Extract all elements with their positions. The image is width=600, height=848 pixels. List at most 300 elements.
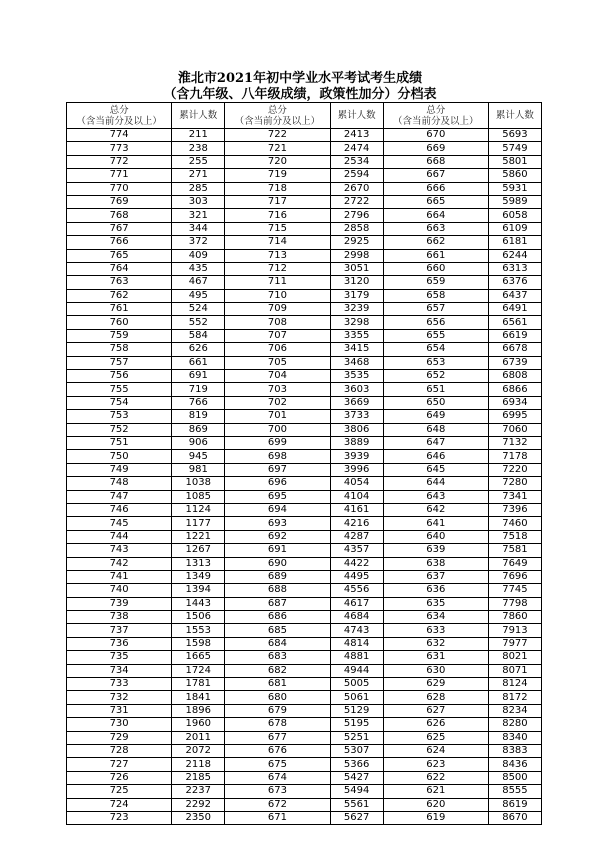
- table-row: [67, 664, 542, 677]
- score-cell: 762: [67, 289, 172, 302]
- score-cell: 684: [225, 637, 330, 650]
- table-row: [67, 169, 542, 182]
- score-header-line2: （含当前分及以上）: [234, 115, 321, 127]
- cumulative-count-cell: 4104: [330, 490, 383, 503]
- table-row: [67, 289, 542, 302]
- cumulative-count-cell: 8619: [488, 798, 541, 811]
- cumulative-count-cell: 6437: [488, 289, 541, 302]
- cumulative-count-cell: 2594: [330, 169, 383, 182]
- cumulative-count-cell: 524: [172, 303, 225, 316]
- cumulative-count-cell: 8280: [488, 718, 541, 731]
- score-cell: 632: [383, 637, 488, 650]
- score-cell: 695: [225, 490, 330, 503]
- cumulative-count-cell: 3889: [330, 436, 383, 449]
- cumulative-count-cell: 7341: [488, 490, 541, 503]
- cumulative-count-cell: 1313: [172, 557, 225, 570]
- cumulative-count-cell: 3239: [330, 303, 383, 316]
- score-cell: 752: [67, 423, 172, 436]
- score-cell: 670: [383, 129, 488, 142]
- score-cell: 732: [67, 691, 172, 704]
- table-body: [67, 129, 542, 825]
- cumulative-count-cell: 2413: [330, 129, 383, 142]
- cumulative-count-cell: 4881: [330, 651, 383, 664]
- score-cell: 735: [67, 651, 172, 664]
- table-row: [67, 490, 542, 503]
- score-cell: 656: [383, 316, 488, 329]
- cumulative-count-cell: 2185: [172, 771, 225, 784]
- score-cell: 722: [225, 129, 330, 142]
- score-cell: 733: [67, 678, 172, 691]
- cumulative-count-cell: 3939: [330, 450, 383, 463]
- score-cell: 677: [225, 731, 330, 744]
- score-cell: 653: [383, 356, 488, 369]
- cumulative-count-cell: 4054: [330, 477, 383, 490]
- cumulative-count-cell: 2998: [330, 249, 383, 262]
- table-row: [67, 209, 542, 222]
- cumulative-count-cell: 5005: [330, 678, 383, 691]
- table-header: [67, 103, 542, 129]
- score-cell: 760: [67, 316, 172, 329]
- table-row: [67, 718, 542, 731]
- cumulative-count-cell: 211: [172, 129, 225, 142]
- score-cell: 702: [225, 396, 330, 409]
- cumulative-count-cell: 6313: [488, 262, 541, 275]
- score-cell: 645: [383, 463, 488, 476]
- table-row: [67, 771, 542, 784]
- score-column-header: [67, 103, 172, 129]
- score-cell: 668: [383, 155, 488, 168]
- cumulative-count-cell: 4422: [330, 557, 383, 570]
- cumulative-count-cell: 495: [172, 289, 225, 302]
- cumulative-count-cell: 6619: [488, 329, 541, 342]
- score-cell: 699: [225, 436, 330, 449]
- cumulative-count-cell: 7518: [488, 530, 541, 543]
- score-cell: 625: [383, 731, 488, 744]
- cumulative-count-cell: 8436: [488, 758, 541, 771]
- score-cell: 679: [225, 704, 330, 717]
- table-row: [67, 544, 542, 557]
- score-cell: 648: [383, 423, 488, 436]
- cumulative-count-cell: 5307: [330, 744, 383, 757]
- cumulative-count-cell: 906: [172, 436, 225, 449]
- score-cell: 642: [383, 503, 488, 516]
- score-cell: 721: [225, 142, 330, 155]
- table-row: [67, 798, 542, 811]
- cumulative-count-cell: 321: [172, 209, 225, 222]
- score-cell: 662: [383, 236, 488, 249]
- cumulative-count-cell: 7860: [488, 611, 541, 624]
- score-cell: 682: [225, 664, 330, 677]
- score-cell: 716: [225, 209, 330, 222]
- cumulative-count-cell: 6995: [488, 410, 541, 423]
- cumulative-count-cell: 1506: [172, 611, 225, 624]
- table-row: [67, 811, 542, 824]
- score-cell: 772: [67, 155, 172, 168]
- score-cell: 712: [225, 262, 330, 275]
- score-cell: 692: [225, 530, 330, 543]
- cumulative-count-cell: 8500: [488, 771, 541, 784]
- cumulative-count-cell: 945: [172, 450, 225, 463]
- score-cell: 650: [383, 396, 488, 409]
- score-cell: 663: [383, 222, 488, 235]
- score-cell: 759: [67, 329, 172, 342]
- table-row: [67, 584, 542, 597]
- score-cell: 652: [383, 370, 488, 383]
- score-cell: 757: [67, 356, 172, 369]
- cumulative-count-cell: 8234: [488, 704, 541, 717]
- score-cell: 758: [67, 343, 172, 356]
- cumulative-count-cell: 6376: [488, 276, 541, 289]
- table-row: [67, 303, 542, 316]
- cumulative-count-cell: 1598: [172, 637, 225, 650]
- table-row: [67, 276, 542, 289]
- cumulative-count-cell: 552: [172, 316, 225, 329]
- cumulative-count-cell: 255: [172, 155, 225, 168]
- cumulative-count-cell: 2670: [330, 182, 383, 195]
- cumulative-count-cell: 4617: [330, 597, 383, 610]
- cumulative-count-cell: 1896: [172, 704, 225, 717]
- score-cell: 729: [67, 731, 172, 744]
- cumulative-count-cell: 7913: [488, 624, 541, 637]
- document-title-line2: （含九年级、八年级成绩，政策性加分）分档表: [163, 87, 437, 102]
- cumulative-count-cell: 6181: [488, 236, 541, 249]
- cumulative-count-cell: 2925: [330, 236, 383, 249]
- cumulative-count-cell: 1085: [172, 490, 225, 503]
- cumulative-count-cell: 4684: [330, 611, 383, 624]
- score-cell: 678: [225, 718, 330, 731]
- cumulative-count-cell: 5061: [330, 691, 383, 704]
- score-cell: 771: [67, 169, 172, 182]
- count-column-header: 累计人数: [172, 103, 225, 129]
- score-cell: 654: [383, 343, 488, 356]
- cumulative-count-cell: 8555: [488, 785, 541, 798]
- score-cell: 644: [383, 477, 488, 490]
- score-cell: 755: [67, 383, 172, 396]
- cumulative-count-cell: 626: [172, 343, 225, 356]
- score-column-header: [225, 103, 330, 129]
- cumulative-count-cell: 7696: [488, 570, 541, 583]
- score-cell: 655: [383, 329, 488, 342]
- table-row: [67, 383, 542, 396]
- score-cell: 763: [67, 276, 172, 289]
- cumulative-count-cell: 4161: [330, 503, 383, 516]
- score-cell: 727: [67, 758, 172, 771]
- cumulative-count-cell: 2474: [330, 142, 383, 155]
- cumulative-count-cell: 1038: [172, 477, 225, 490]
- score-cell: 631: [383, 651, 488, 664]
- score-cell: 711: [225, 276, 330, 289]
- score-cell: 671: [225, 811, 330, 824]
- cumulative-count-cell: 5129: [330, 704, 383, 717]
- score-cell: 690: [225, 557, 330, 570]
- score-cell: 753: [67, 410, 172, 423]
- cumulative-count-cell: 1724: [172, 664, 225, 677]
- cumulative-count-cell: 1124: [172, 503, 225, 516]
- score-cell: 620: [383, 798, 488, 811]
- cumulative-count-cell: 409: [172, 249, 225, 262]
- score-cell: 745: [67, 517, 172, 530]
- cumulative-count-cell: 4944: [330, 664, 383, 677]
- score-cell: 743: [67, 544, 172, 557]
- score-cell: 633: [383, 624, 488, 637]
- table-row: [67, 370, 542, 383]
- score-cell: 725: [67, 785, 172, 798]
- table-row: [67, 651, 542, 664]
- score-cell: 748: [67, 477, 172, 490]
- table-row: [67, 410, 542, 423]
- cumulative-count-cell: 981: [172, 463, 225, 476]
- cumulative-count-cell: 8124: [488, 678, 541, 691]
- cumulative-count-cell: 3603: [330, 383, 383, 396]
- cumulative-count-cell: 4814: [330, 637, 383, 650]
- score-cell: 696: [225, 477, 330, 490]
- score-cell: 640: [383, 530, 488, 543]
- cumulative-count-cell: 6109: [488, 222, 541, 235]
- table-row: [67, 731, 542, 744]
- cumulative-count-cell: 2118: [172, 758, 225, 771]
- score-cell: 723: [67, 811, 172, 824]
- cumulative-count-cell: 7060: [488, 423, 541, 436]
- score-cell: 718: [225, 182, 330, 195]
- cumulative-count-cell: 4287: [330, 530, 383, 543]
- score-cell: 770: [67, 182, 172, 195]
- table-row: [67, 423, 542, 436]
- cumulative-count-cell: 3415: [330, 343, 383, 356]
- score-cell: 705: [225, 356, 330, 369]
- cumulative-count-cell: 661: [172, 356, 225, 369]
- score-cell: 675: [225, 758, 330, 771]
- score-cell: 643: [383, 490, 488, 503]
- table-row: [67, 396, 542, 409]
- score-cell: 767: [67, 222, 172, 235]
- cumulative-count-cell: 2350: [172, 811, 225, 824]
- score-cell: 761: [67, 303, 172, 316]
- score-cell: 624: [383, 744, 488, 757]
- score-cell: 773: [67, 142, 172, 155]
- cumulative-count-cell: 766: [172, 396, 225, 409]
- score-cell: 754: [67, 396, 172, 409]
- score-cell: 740: [67, 584, 172, 597]
- score-distribution-table: [66, 102, 542, 825]
- score-cell: 741: [67, 570, 172, 583]
- cumulative-count-cell: 6244: [488, 249, 541, 262]
- cumulative-count-cell: 691: [172, 370, 225, 383]
- table-row: [67, 758, 542, 771]
- score-cell: 769: [67, 195, 172, 208]
- score-cell: 685: [225, 624, 330, 637]
- cumulative-count-cell: 6678: [488, 343, 541, 356]
- score-cell: 744: [67, 530, 172, 543]
- cumulative-count-cell: 3120: [330, 276, 383, 289]
- score-cell: 693: [225, 517, 330, 530]
- cumulative-count-cell: 5749: [488, 142, 541, 155]
- score-cell: 681: [225, 678, 330, 691]
- cumulative-count-cell: 8670: [488, 811, 541, 824]
- cumulative-count-cell: 6491: [488, 303, 541, 316]
- cumulative-count-cell: 1177: [172, 517, 225, 530]
- cumulative-count-cell: 285: [172, 182, 225, 195]
- cumulative-count-cell: 3806: [330, 423, 383, 436]
- score-cell: 641: [383, 517, 488, 530]
- score-cell: 730: [67, 718, 172, 731]
- table-row: [67, 517, 542, 530]
- cumulative-count-cell: 2011: [172, 731, 225, 744]
- document-title-line1: 淮北市2021年初中学业水平考试考生成绩: [177, 71, 423, 86]
- cumulative-count-cell: 6934: [488, 396, 541, 409]
- table-row: [67, 570, 542, 583]
- score-cell: 660: [383, 262, 488, 275]
- score-cell: 664: [383, 209, 488, 222]
- cumulative-count-cell: 7798: [488, 597, 541, 610]
- table-row: [67, 744, 542, 757]
- table-row: [67, 222, 542, 235]
- cumulative-count-cell: 3996: [330, 463, 383, 476]
- table-row: [67, 557, 542, 570]
- score-cell: 766: [67, 236, 172, 249]
- cumulative-count-cell: 3468: [330, 356, 383, 369]
- table-row: [67, 503, 542, 516]
- score-cell: 623: [383, 758, 488, 771]
- score-cell: 637: [383, 570, 488, 583]
- score-cell: 647: [383, 436, 488, 449]
- score-cell: 706: [225, 343, 330, 356]
- score-cell: 659: [383, 276, 488, 289]
- score-header-line2: （含当前分及以上）: [76, 115, 162, 127]
- cumulative-count-cell: 1665: [172, 651, 225, 664]
- cumulative-count-cell: 7396: [488, 503, 541, 516]
- cumulative-count-cell: 7280: [488, 477, 541, 490]
- table-row: [67, 678, 542, 691]
- score-cell: 714: [225, 236, 330, 249]
- cumulative-count-cell: 4495: [330, 570, 383, 583]
- score-cell: 701: [225, 410, 330, 423]
- score-cell: 738: [67, 611, 172, 624]
- cumulative-count-cell: 344: [172, 222, 225, 235]
- score-cell: 765: [67, 249, 172, 262]
- score-cell: 720: [225, 155, 330, 168]
- score-cell: 665: [383, 195, 488, 208]
- cumulative-count-cell: 719: [172, 383, 225, 396]
- score-cell: 750: [67, 450, 172, 463]
- table-row: [67, 356, 542, 369]
- score-header-line1: 总分: [267, 104, 287, 116]
- table-row: [67, 637, 542, 650]
- table-row: [67, 236, 542, 249]
- score-cell: 710: [225, 289, 330, 302]
- cumulative-count-cell: 5366: [330, 758, 383, 771]
- cumulative-count-cell: 1443: [172, 597, 225, 610]
- cumulative-count-cell: 467: [172, 276, 225, 289]
- score-cell: 774: [67, 129, 172, 142]
- score-cell: 715: [225, 222, 330, 235]
- cumulative-count-cell: 372: [172, 236, 225, 249]
- score-cell: 651: [383, 383, 488, 396]
- score-cell: 622: [383, 771, 488, 784]
- table-row: [67, 611, 542, 624]
- score-cell: 709: [225, 303, 330, 316]
- score-cell: 737: [67, 624, 172, 637]
- cumulative-count-cell: 5195: [330, 718, 383, 731]
- table-row: [67, 450, 542, 463]
- score-cell: 689: [225, 570, 330, 583]
- score-cell: 672: [225, 798, 330, 811]
- cumulative-count-cell: 7460: [488, 517, 541, 530]
- score-cell: 734: [67, 664, 172, 677]
- score-header-line1: 总分: [109, 104, 129, 116]
- table-row: [67, 463, 542, 476]
- score-cell: 639: [383, 544, 488, 557]
- score-cell: 713: [225, 249, 330, 262]
- score-cell: 687: [225, 597, 330, 610]
- score-cell: 669: [383, 142, 488, 155]
- score-header-line1: 总分: [426, 104, 446, 116]
- cumulative-count-cell: 7132: [488, 436, 541, 449]
- score-cell: 635: [383, 597, 488, 610]
- cumulative-count-cell: 1553: [172, 624, 225, 637]
- score-cell: 626: [383, 718, 488, 731]
- score-cell: 726: [67, 771, 172, 784]
- cumulative-count-cell: 6561: [488, 316, 541, 329]
- cumulative-count-cell: 1781: [172, 678, 225, 691]
- score-cell: 657: [383, 303, 488, 316]
- table-row: [67, 436, 542, 449]
- score-cell: 661: [383, 249, 488, 262]
- cumulative-count-cell: 2237: [172, 785, 225, 798]
- cumulative-count-cell: 1221: [172, 530, 225, 543]
- cumulative-count-cell: 2072: [172, 744, 225, 757]
- cumulative-count-cell: 7745: [488, 584, 541, 597]
- cumulative-count-cell: 8071: [488, 664, 541, 677]
- table-row: [67, 262, 542, 275]
- cumulative-count-cell: 3733: [330, 410, 383, 423]
- table-row: [67, 182, 542, 195]
- cumulative-count-cell: 271: [172, 169, 225, 182]
- count-column-header: 累计人数: [330, 103, 383, 129]
- score-cell: 649: [383, 410, 488, 423]
- cumulative-count-cell: 2534: [330, 155, 383, 168]
- cumulative-count-cell: 2722: [330, 195, 383, 208]
- score-cell: 636: [383, 584, 488, 597]
- score-cell: 697: [225, 463, 330, 476]
- cumulative-count-cell: 5989: [488, 195, 541, 208]
- cumulative-count-cell: 2292: [172, 798, 225, 811]
- score-cell: 646: [383, 450, 488, 463]
- cumulative-count-cell: 8340: [488, 731, 541, 744]
- score-cell: 638: [383, 557, 488, 570]
- cumulative-count-cell: 7977: [488, 637, 541, 650]
- score-cell: 634: [383, 611, 488, 624]
- table-row: [67, 129, 542, 142]
- score-cell: 742: [67, 557, 172, 570]
- cumulative-count-cell: 5860: [488, 169, 541, 182]
- score-cell: 666: [383, 182, 488, 195]
- score-cell: 686: [225, 611, 330, 624]
- cumulative-count-cell: 7220: [488, 463, 541, 476]
- cumulative-count-cell: 1960: [172, 718, 225, 731]
- score-cell: 630: [383, 664, 488, 677]
- cumulative-count-cell: 7649: [488, 557, 541, 570]
- score-cell: 700: [225, 423, 330, 436]
- cumulative-count-cell: 3355: [330, 329, 383, 342]
- cumulative-count-cell: 3051: [330, 262, 383, 275]
- cumulative-count-cell: 584: [172, 329, 225, 342]
- score-cell: 621: [383, 785, 488, 798]
- score-column-header: [383, 103, 488, 129]
- score-cell: 731: [67, 704, 172, 717]
- score-cell: 658: [383, 289, 488, 302]
- cumulative-count-cell: 4556: [330, 584, 383, 597]
- score-cell: 756: [67, 370, 172, 383]
